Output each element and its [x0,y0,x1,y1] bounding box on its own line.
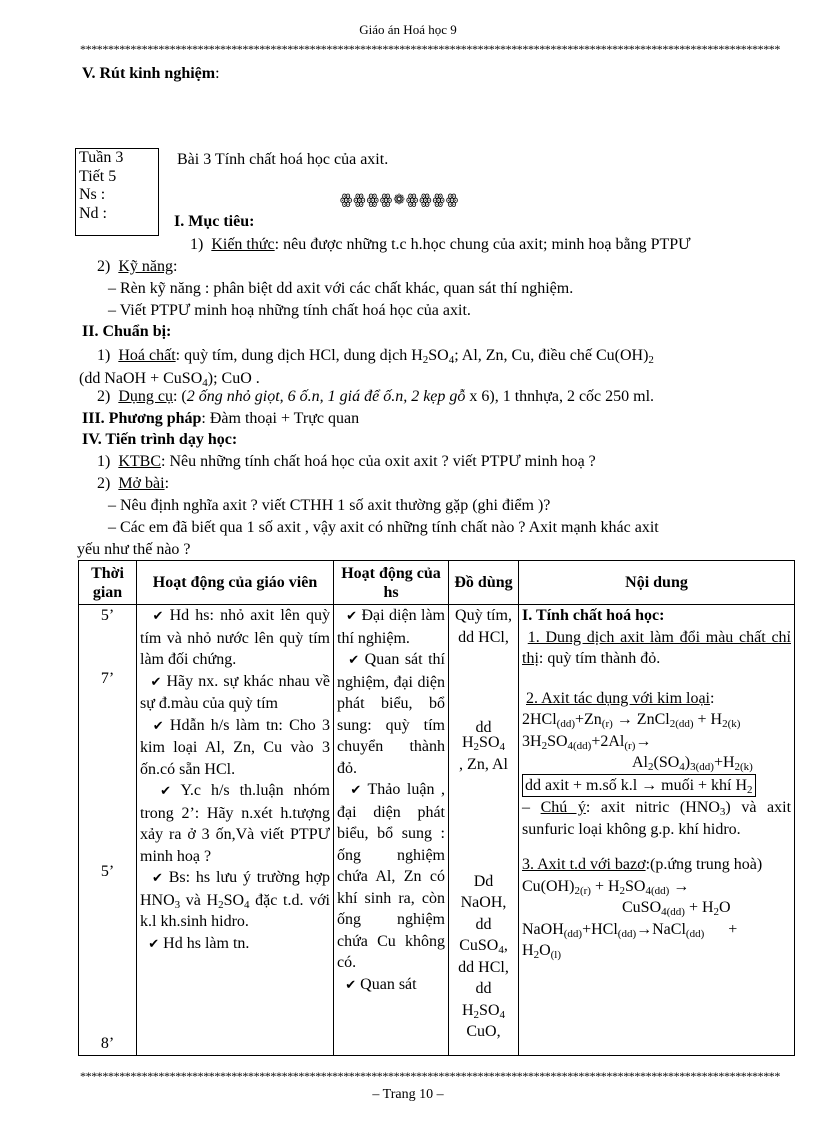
header-gv: Hoạt động của giáo viên [137,561,334,605]
section-v-heading: V. Rút kinh nghiệm: [82,65,220,82]
ky-nang-item-2: – Viết PTPƯ minh hoạ những tính chất hoá học của axit. [108,302,471,319]
ns-label: Ns : [79,186,106,203]
content-cell: I. Tính chất hoá học: 1. Dung dịch axit làm đổi màu chất chỉ thị: quỳ tím thành đỏ. 2. Axit tác dụng với kim loại: $2HCl_{(dd)}+Zn_{(r)}$ → ZnCl$_{2(dd)}$ + $H_{2(k)}$ $3H_2SO_{4(dd)}+2Al_{(r)}\to$ $Al_2(SO_4)_{3(dd)}+H_{2(k)}$ dd axit + m.số k.l → muối + khí $H_2$ – Chú ý: axit nitric $(HNO_3)$ và axit sunfuric loại không g.p. khí hidro. 3. Axit t.d với bazơ:(p.ứng trung hoà) $Cu(OH)_{2(r)} + H_2SO_{4(dd)}$ → CuSO$_{4(dd)}$ + $H_2O$ NaOH$_{(dd)}$+HCl$_{(dd)}$→NaCl$_{(dd)}$ + $H_2O_{(l)}$ [519,605,795,1056]
student-activity-cell: ✔ Đại diện làm thí nghiệm. ✔ Quan sát thí nghiệm, đại diện phát biểu, bổ sung: quỳ tím chuyển thành đỏ. ✔ Thảo luận , đại diện phát biểu, bổ sung : ống nghiệm chứa Al, Zn có khí sinh ra, còn ống nghiệm chứa Cu không có. ✔ Quan sát [334,605,449,1056]
equation-2: $3H_2SO_{4(dd)}+2Al_{(r)}\to$ [522,732,652,752]
header-dd: Đồ dùng [449,561,519,605]
mo-bai-item-2: – Các em đã biết qua 1 số axit , vậy axit có những tính chất nào ? Axit mạnh khác axit [108,519,659,536]
header-title: Giáo án Hoá học 9 [359,22,457,37]
page-number: – Trang 10 – [372,1087,444,1102]
equation-1: $2HCl_{(dd)}+Zn_{(r)}$ → ZnCl$_{2(dd)}$ + $H_{2(k)}$ [522,711,741,730]
lesson-title: Bài 3 Tính chất hoá học của axit. [177,151,389,168]
time-cell: 5’ 7’ 5’ 8’ [79,605,137,1056]
header-divider: ***************************************************************************************************************************** [80,43,781,55]
footer-divider: ***************************************************************************************************************************** [80,1070,781,1082]
check-icon: ✔ [140,718,164,734]
muc-tieu-heading: I. Mục tiêu: [174,213,255,230]
tiet-label: Tiết 5 [79,167,117,185]
check-icon: ✔ [140,784,172,799]
chuan-bi-heading: II. Chuẩn bị: [82,323,172,340]
mo-bai-line: 2) Mở bài: [97,475,170,492]
check-icon: ✔ [140,871,163,886]
mo-bai-item-2-cont: yếu như thế nào ? [77,541,191,558]
hoa-chat-line-2: (dd NaOH + CuSO$_4$); CuO . [79,370,260,389]
dung-cu-line: 2) Dụng cụ: (2 ống nhỏ giọt, 6 ố.n, 1 giá để ố.n, 2 kẹp gỗ x 6), 1 thnhựa, 2 cốc 250 ml. [97,388,655,405]
tien-trinh-heading: IV. Tiến trình dạy học: [82,431,238,448]
check-icon: ✔ [337,977,357,993]
tuan-label: Tuần 3 [79,149,124,166]
table-row [79,605,795,1056]
materials-cell: Quỳ tím, dd HCl, dd $H_2SO_4$ , Zn, Al Dd NaOH, dd CuSO$_4$, dd HCl, dd $H_2SO_4$ CuO, [449,605,519,1056]
check-icon: ✔ [337,783,362,798]
check-icon: ✔ [337,609,358,624]
check-icon: ✔ [140,936,160,952]
equation-3: $Cu(OH)_{2(r)} + H_2SO_{4(dd)}$ → [522,877,690,897]
rule-box: dd axit + m.số k.l → muối + khí $H_2$ [522,774,756,798]
header-nd: Nội dung [519,561,795,605]
equation-4: NaOH$_{(dd)}$+HCl$_{(dd)}$→NaCl$_{(dd)}$ + [522,920,738,940]
header-hs: Hoạt động của hs [334,561,449,605]
ornament-divider: ꙮꙮꙮꙮ❁ꙮꙮꙮꙮ [340,193,460,208]
check-icon: ✔ [140,609,164,624]
ky-nang-item-1: – Rèn kỹ năng : phân biệt dd axit với các chất khác, quan sát thí nghiệm. [108,280,574,297]
table-header-row [79,561,795,605]
header-time: Thời gian [79,561,137,605]
nd-label: Nd : [79,204,107,222]
lesson-info-box [75,148,159,236]
mo-bai-item-1: – Nêu định nghĩa axit ? viết CTHH 1 số axit thường gặp (ghi điểm )? [108,497,551,514]
ktbc-line: 1) KTBC: Nêu những tính chất hoá học của oxit axit ? viết PTPƯ minh hoạ ? [97,453,596,470]
check-icon: ✔ [140,674,162,690]
phuong-phap-line: III. Phương pháp: Đàm thoại + Trực quan [82,410,360,427]
check-icon: ✔ [337,653,360,668]
kien-thuc-line: 1) Kiến thức: nêu được những t.c h.học chung của axit; minh hoạ bằng PTPƯ [190,236,691,253]
lesson-table [78,560,795,1056]
hoa-chat-line: 1) Hoá chất: quỳ tím, dung dịch HCl, dung dịch $H_2SO_4$; Al, Zn, Cu, điều chế $Cu(OH)_2$ [97,347,654,366]
ky-nang-line: 2) Kỹ năng: [97,258,178,275]
teacher-activity-cell: ✔ Hd hs: nhỏ axit lên quỳ tím và nhỏ nước lên quỳ tím làm đối chứng. ✔ Hãy nx. sự khác nhau về sự đ.màu của quỳ tím ✔ Hdẫn h/s làm tn: Cho 3 kim loại Al, Zn, Cu vào 3 ốn.có sẵn HCl. ✔ Y.c h/s th.luận nhóm trong 2’: Hãy n.xét h.tượng xảy ra ở 3 ốn,Và viết PTPƯ minh hoạ ? ✔ Bs: hs lưu ý trường hợp $HNO_3$ và $H_2SO_4$ đặc t.d. với k.l kh.sinh hidro. ✔ Hd hs làm tn. [137,605,334,1056]
